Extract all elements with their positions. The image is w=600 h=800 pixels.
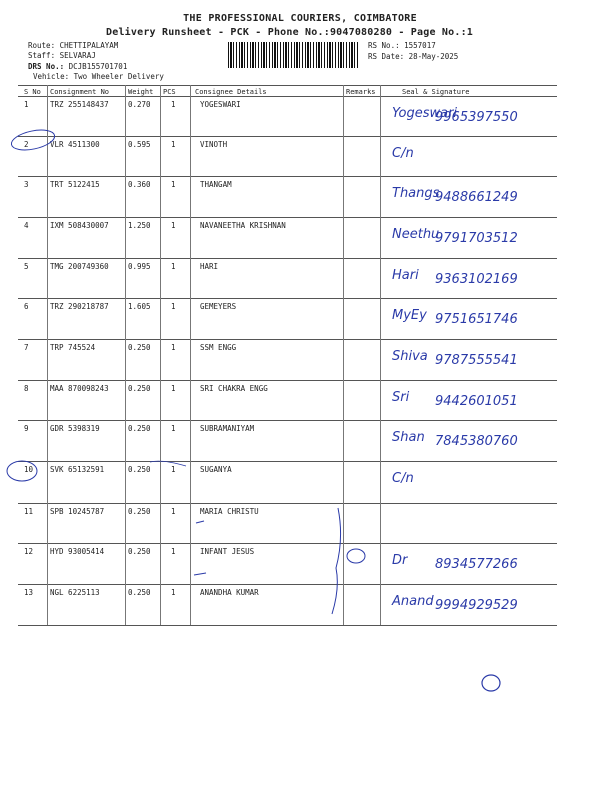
col-consignee: Consignee Details [195,88,267,96]
col-consignment: Consignment No [50,88,110,96]
cell-consignment: TRZ 255148437 [50,100,109,109]
cell-consignment: SVK 65132591 [50,465,105,474]
cell-consignee: MARIA CHRISTU [200,507,259,516]
signature: Shan [392,430,425,445]
cell-weight: 0.250 [128,384,151,393]
cell-consignee: SRI CHAKRA ENGG [200,384,268,393]
cell-consignee: GEMEYERS [200,302,237,311]
cell-consignee: VINOTH [200,140,228,149]
col-remarks: Remarks [346,88,376,96]
cell-weight: 0.595 [128,140,151,149]
cell-pcs: 1 [171,180,176,189]
cell-weight: 1.605 [128,302,151,311]
cell-sno: 11 [24,507,34,516]
cell-weight: 0.250 [128,547,151,556]
handwritten-phone: 9751651746 [435,312,518,327]
vehicle-label: Vehicle: Two Wheeler Delivery [33,72,164,81]
cell-consignment: TRZ 290218787 [50,302,109,311]
cell-consignment: TRT 5122415 [50,180,100,189]
drs-value: DCJB155701701 [68,62,128,71]
signature: Hari [392,268,419,283]
company-name: THE PROFESSIONAL COURIERS, COIMBATORE [183,13,417,24]
cell-consignment: GDR 5398319 [50,424,100,433]
signature: MyEy [392,308,427,323]
signature: Dr [392,553,408,568]
cell-sno: 8 [24,384,29,393]
cell-consignee: SSM ENGG [200,343,237,352]
cell-sno: 12 [24,547,34,556]
cell-pcs: 1 [171,302,176,311]
cell-pcs: 1 [171,100,176,109]
cell-weight: 0.250 [128,465,151,474]
cell-pcs: 1 [171,343,176,352]
handwritten-phone: 9488661249 [435,190,518,205]
handwritten-phone: 9965397550 [435,110,518,125]
rs-number: RS No.: 1557017 [368,41,436,50]
cell-pcs: 1 [171,465,176,474]
handwritten-phone: 8934577266 [435,557,518,572]
cell-consignee: YOGESWARI [200,100,241,109]
signature: C/n [392,471,414,486]
col-seal-signature: Seal & Signature [402,88,470,96]
cell-sno: 5 [24,262,29,271]
cell-sno: 1 [24,100,29,109]
cell-consignee: ANANDHA KUMAR [200,588,259,597]
cell-pcs: 1 [171,547,176,556]
signature: Anand [392,594,434,609]
handwritten-phone: 9787555541 [435,353,518,368]
cell-consignee: INFANT JESUS [200,547,255,556]
cell-pcs: 1 [171,221,176,230]
cell-consignment: SPB 10245787 [50,507,105,516]
cell-weight: 0.360 [128,180,151,189]
signature: Sri [392,390,410,405]
cell-sno: 4 [24,221,29,230]
cell-weight: 0.250 [128,343,151,352]
handwritten-phone: 9791703512 [435,231,518,246]
cell-weight: 0.995 [128,262,151,271]
signature: Yogeswari [392,106,458,121]
handwritten-phone: 7845380760 [435,434,518,449]
cell-consignment: MAA 870098243 [50,384,109,393]
cell-consignee: THANGAM [200,180,232,189]
col-weight: Weight [128,88,154,96]
cell-sno: 10 [24,465,34,474]
route-label: Route: CHETTIPALAYAM [28,41,119,50]
cell-consignment: NGL 6225113 [50,588,100,597]
cell-consignment: TMG 200749360 [50,262,109,271]
cell-sno: 2 [24,140,29,149]
cell-consignment: IXM 508430007 [50,221,109,230]
col-sno: S No [24,88,41,96]
cell-pcs: 1 [171,588,176,597]
signature: C/n [392,146,414,161]
runsheet-title: Delivery Runsheet - PCK - Phone No.:9047080280 - Page No.:1 [106,27,474,38]
handwritten-phone: 9994929529 [435,598,518,613]
cell-sno: 9 [24,424,29,433]
cell-consignee: SUBRAMANIYAM [200,424,255,433]
cell-consignment: HYD 93005414 [50,547,105,556]
signature: Neethu [392,227,440,242]
rs-date: RS Date: 28-May-2025 [368,52,459,61]
handwritten-phone: 9363102169 [435,272,518,287]
signature: Shiva [392,349,428,364]
cell-weight: 0.250 [128,507,151,516]
cell-consignment: VLR 4511300 [50,140,100,149]
cell-consignment: TRP 745524 [50,343,96,352]
signature: Thangs [392,186,440,201]
cell-weight: 0.250 [128,424,151,433]
handwritten-phone: 9442601051 [435,394,518,409]
cell-pcs: 1 [171,262,176,271]
cell-consignee: HARI [200,262,219,271]
staff-label: Staff: SELVARAJ [28,51,96,60]
cell-weight: 0.250 [128,588,151,597]
cell-pcs: 1 [171,140,176,149]
cell-consignee: NAVANEETHA KRISHNAN [200,221,286,230]
cell-sno: 7 [24,343,29,352]
cell-pcs: 1 [171,424,176,433]
cell-sno: 6 [24,302,29,311]
cell-consignee: SUGANYA [200,465,232,474]
cell-pcs: 1 [171,384,176,393]
cell-weight: 0.270 [128,100,151,109]
cell-weight: 1.250 [128,221,151,230]
drs-label: DRS No.: [28,62,65,71]
cell-pcs: 1 [171,507,176,516]
cell-sno: 13 [24,588,34,597]
col-pcs: PCS [163,88,176,96]
cell-sno: 3 [24,180,29,189]
